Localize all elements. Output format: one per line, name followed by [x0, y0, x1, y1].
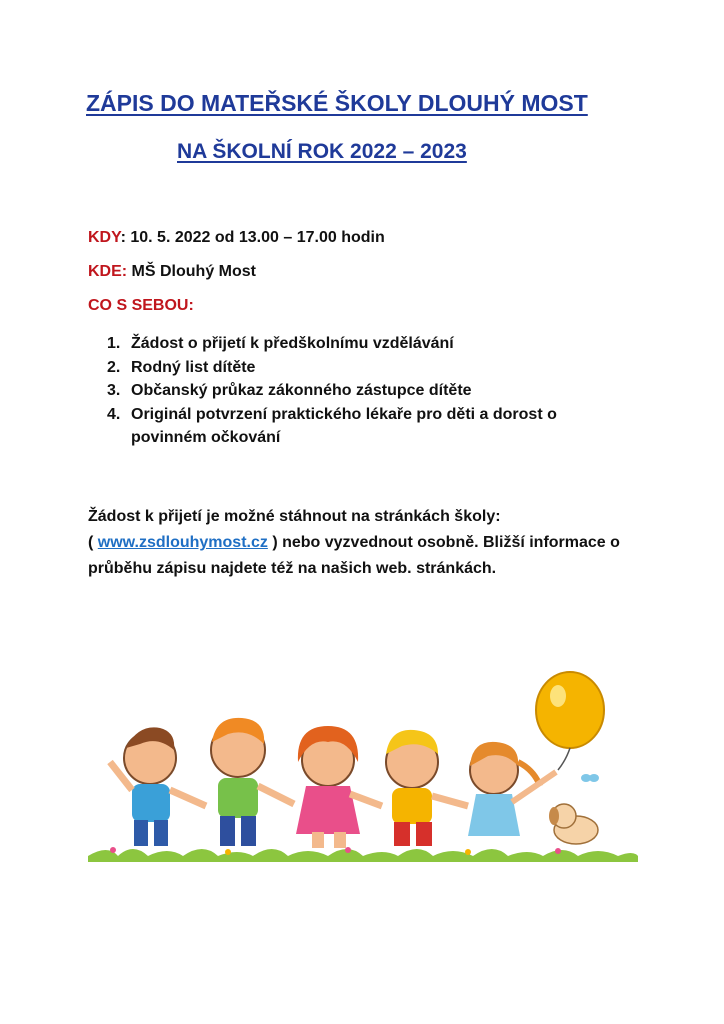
list-item-number: 4. [107, 405, 121, 423]
list-item [107, 403, 611, 450]
where-value: MŠ Dlouhý Most [127, 263, 256, 280]
list-item-number: 3. [107, 382, 121, 399]
child-2 [211, 718, 294, 846]
bring-line [88, 297, 194, 315]
butterfly-icon [581, 774, 599, 782]
list-item-text: Rodný list dítěte [131, 358, 256, 376]
list-item [107, 332, 611, 356]
requirements-list [107, 332, 611, 450]
where-label: KDE: [88, 263, 128, 280]
child-1 [110, 727, 206, 846]
list-item-text: Originál potvrzení praktického lékaře pro děti a dorost o povinném očkování [131, 405, 557, 446]
balloon [536, 672, 604, 770]
when-label: KDY [88, 229, 121, 246]
note-line-1: Žádost k přijetí je možné stáhnout na stránkách školy: [88, 508, 501, 525]
note-open-paren: ( [88, 534, 98, 551]
bring-label: CO S SEBOU: [88, 297, 194, 314]
where-line [88, 263, 256, 281]
list-item-number: 2. [107, 358, 121, 376]
note-body [88, 530, 668, 582]
grass [88, 847, 638, 862]
child-4 [386, 730, 468, 846]
child-5 [468, 742, 556, 836]
page-title: ZÁPIS DO MATEŘSKÉ ŠKOLY DLOUHÝ MOST [86, 90, 588, 116]
when-value: : 10. 5. 2022 od 13.00 – 17.00 hodin [120, 229, 385, 246]
children-holding-hands-illustration [88, 666, 648, 866]
note-rest: ) nebo vyzvednout osobně. Bližší informace o průběhu zápisu najdete též na našich web. stránkách. [88, 534, 620, 577]
school-website-link[interactable]: www.zsdlouhymost.cz [97, 534, 268, 551]
list-item-text: Žádost o přijetí k předškolnímu vzdělávání [131, 335, 454, 352]
child-3 [296, 726, 382, 848]
download-note [88, 504, 668, 582]
list-item-number: 1. [107, 335, 121, 352]
list-item [107, 356, 611, 380]
list-item-text: Občanský průkaz zákonného zástupce dítěte [131, 382, 472, 399]
when-line [88, 229, 385, 247]
dog-icon [549, 804, 598, 844]
list-item [107, 379, 611, 403]
page-subtitle: NA ŠKOLNÍ ROK 2022 – 2023 [177, 140, 467, 163]
